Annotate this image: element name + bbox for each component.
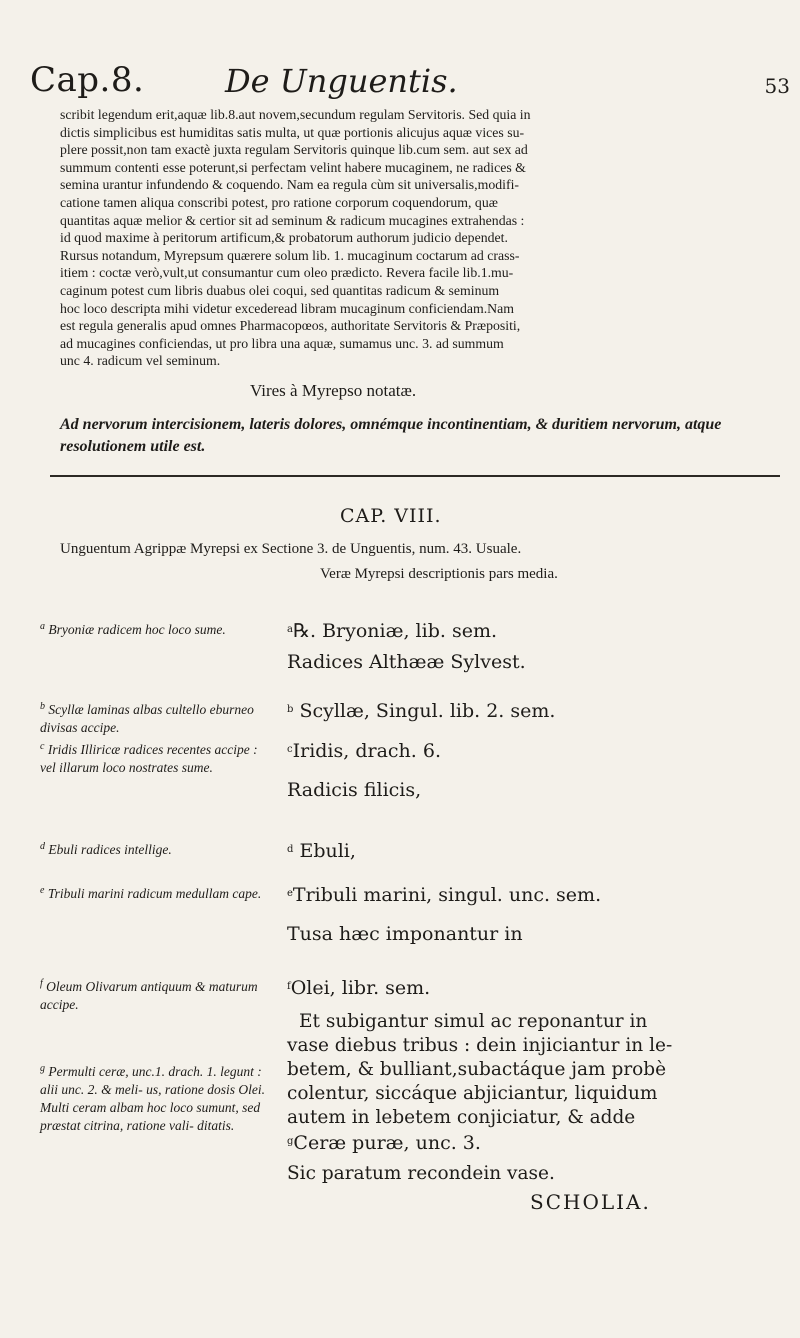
- ingredient-line: $^f$Olei, libr. sem.: [287, 977, 431, 999]
- intro-line: dictis simplicibus est humiditas satis multa, ut quæ portionis alicujus aquæ vices su-: [60, 124, 525, 140]
- ingredient-line: Tusa hæc imponantur in: [287, 923, 523, 945]
- page-header: [30, 60, 790, 110]
- marginal-note: $^b$ Scyllæ laminas albas cultello eburneo divisas accipe.: [40, 701, 254, 735]
- marginal-note: $^a$ Bryoniæ radicem hoc loco sume.: [40, 621, 226, 637]
- running-title: De Unguentis.: [225, 62, 458, 100]
- intro-line: unc 4. radicum vel seminum.: [60, 353, 221, 369]
- ingredient-line: $^d$ Ebuli,: [287, 840, 356, 862]
- scholia-catchword: SCHOLIA.: [530, 1190, 651, 1214]
- intro-line: Rursus notandum, Myrepsum quærere solum lib. 1. mucaginum coctarum ad crass-: [60, 247, 520, 263]
- vires-heading: Vires à Myrepso notatæ.: [250, 381, 417, 400]
- intro-paragraph: [60, 106, 778, 370]
- closing-line: Sic paratum recondein vase.: [287, 1163, 555, 1184]
- chapter-title: CAP. VIII.: [340, 505, 442, 527]
- marginal-note: $^e$ Tribuli marini radicum medullam cape.: [40, 885, 262, 901]
- ingredient-line: $^b$ Scyllæ, Singul. lib. 2. sem.: [287, 700, 556, 722]
- method-line: betem, & bulliant,subactáque jam probè: [287, 1059, 667, 1080]
- ingredient-line: Radicis filicis,: [287, 779, 422, 801]
- intro-line: caginum potest cum libris duabus olei coqui, sed quantitas radicum & seminum: [60, 282, 500, 298]
- intro-line: hoc loco descripta mihi videtur excederead libram mucaginum conficiendam.Nam: [60, 300, 514, 316]
- intro-line: semina urantur infundendo & coquendo. Nam ea regula cùm sit universalis,modifi-: [60, 177, 520, 193]
- intro-line: id quod maxime à peritorum artificum,& probatorum authorum judicio dependet.: [60, 230, 508, 246]
- ingredient-line: $^g$Ceræ puræ, unc. 3.: [287, 1132, 481, 1154]
- marginal-note: $^d$ Ebuli radices intellige.: [40, 841, 172, 857]
- method-line: vase diebus tribus : dein injiciantur in le-: [287, 1035, 673, 1056]
- marginal-note: $^c$ Iridis Illiricæ radices recentes accipe : vel illarum loco nostrates sume.: [40, 741, 258, 775]
- page-number: 53: [764, 74, 790, 98]
- ingredient-line: $^c$Iridis, drach. 6.: [287, 740, 442, 762]
- intro-line: ad mucagines conficiendas, ut pro libra una aquæ, sumamus unc. 3. ad summum: [60, 335, 504, 351]
- ingredient-line: $^e$Tribuli marini, singul. unc. sem.: [287, 884, 602, 906]
- method-text: [287, 1010, 767, 1130]
- method-line: colentur, siccáque abjiciantur, liquidum: [287, 1083, 658, 1104]
- ingredient-line: $^a$℞. Bryoniæ, lib. sem.: [287, 620, 497, 642]
- chapter-subtitle: Unguentum Agrippæ Myrepsi ex Sectione 3. de Unguentis, num. 43. Usuale.: [60, 541, 522, 557]
- vires-text: Ad nervorum intercisionem, lateris dolores, omnémque incontinentiam, & duritiem nervorum, atque resolutionem utile est.: [60, 416, 722, 455]
- intro-line: quantitas aquæ melior & certior sit ad seminum & radicum mucagines extrahendas :: [60, 212, 525, 228]
- intro-line: catione tamen aliqua conscribi potest, pro ratione corporum coquendorum, quæ: [60, 194, 498, 210]
- intro-line: est regula generalis apud omnes Pharmacopœos, authoritate Servitoris & Præpositi,: [60, 318, 521, 334]
- chapter-subtitle-2: Veræ Myrepsi descriptionis pars media.: [320, 566, 558, 582]
- marginal-note: $^g$ Permulti ceræ, unc.1. drach. 1. legunt : alii unc. 2. & meli- us, ratione dosis Olei. Multi ceram albam hoc loco sumunt, sed præstat citrina, ratione vali- ditatis.: [40, 1063, 265, 1133]
- intro-line: plere possit,non tam exactè juxta regulam Servitoris quinque lib.cum sem. aut sex ad: [60, 142, 528, 158]
- method-line: Et subigantur simul ac reponantur in: [299, 1011, 648, 1032]
- intro-line: summum contenti esse poterunt,si perfectam velint habere mucaginem, ne radices &: [60, 159, 526, 175]
- chapter-label: Cap.8.: [30, 60, 145, 100]
- method-line: autem in lebetem conjiciatur, & adde: [287, 1107, 636, 1128]
- intro-line: itiem : coctæ verò,vult,ut consumantur cum oleo prædicto. Revera facile lib.1.mu-: [60, 265, 514, 281]
- ingredient-line: Radices Althææ Sylvest.: [287, 651, 526, 673]
- marginal-note: $^f$ Oleum Olivarum antiquum & maturum accipe.: [40, 978, 258, 1012]
- section-divider: [50, 475, 780, 477]
- intro-line: scribit legendum erit,aquæ lib.8.aut novem,secundum regulam Servitoris. Sed quia in: [60, 107, 531, 122]
